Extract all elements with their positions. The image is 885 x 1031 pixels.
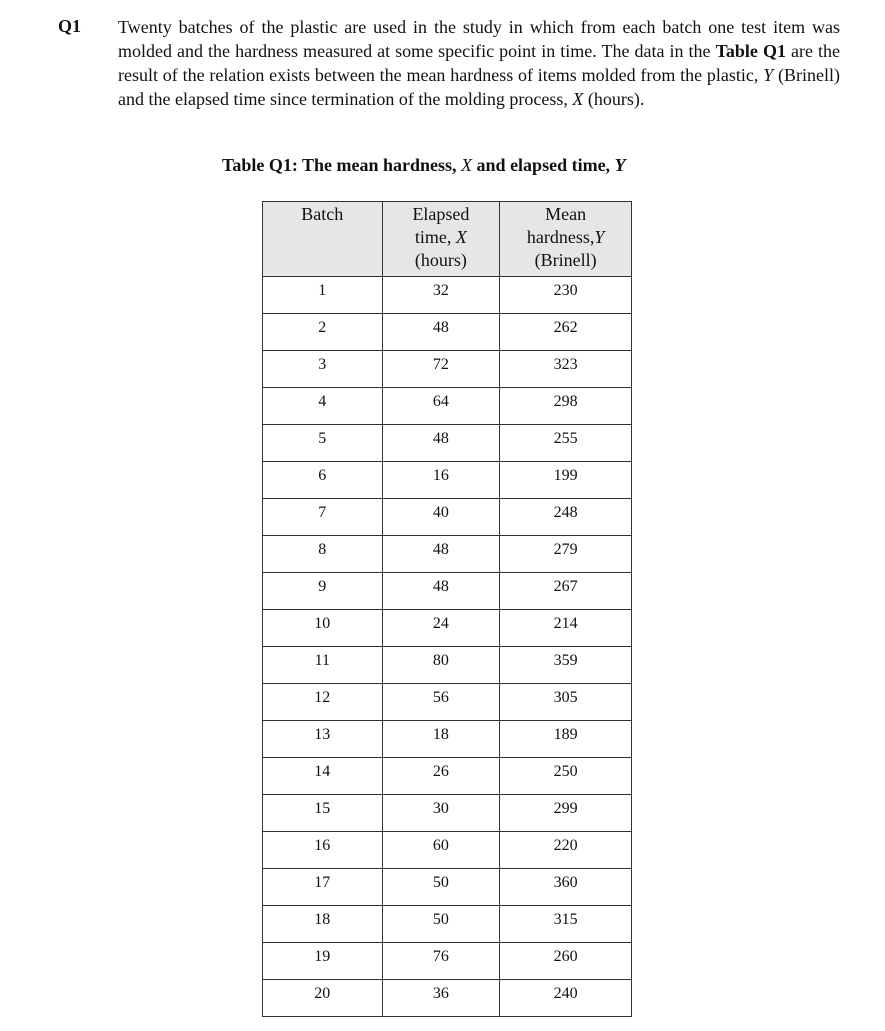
header-mean-hardness: Mean hardness,Y (Brinell) — [500, 202, 632, 277]
table-reference: Table Q1 — [715, 41, 786, 61]
cell-mean-hardness: 360 — [500, 869, 632, 906]
cell-batch: 16 — [263, 832, 383, 869]
cell-elapsed-time: 56 — [382, 684, 500, 721]
table-row — [263, 573, 632, 610]
cell-elapsed-time: 32 — [382, 277, 500, 314]
cell-elapsed-time: 50 — [382, 906, 500, 943]
table-row — [263, 388, 632, 425]
table-row — [263, 425, 632, 462]
table-row — [263, 721, 632, 758]
cell-mean-hardness: 299 — [500, 795, 632, 832]
question-text-part-1: Twenty batches of the plastic are used in the study in which from each batch one test item was molded and the hardness measured at some specific point in time. The data in the — [118, 17, 840, 61]
cell-batch: 6 — [263, 462, 383, 499]
table-row — [263, 536, 632, 573]
cell-mean-hardness: 298 — [500, 388, 632, 425]
cell-elapsed-time: 48 — [382, 425, 500, 462]
question-text — [118, 15, 840, 111]
table-body — [263, 277, 632, 1017]
cell-mean-hardness: 260 — [500, 943, 632, 980]
cell-mean-hardness: 240 — [500, 980, 632, 1017]
cell-mean-hardness: 305 — [500, 684, 632, 721]
cell-elapsed-time: 64 — [382, 388, 500, 425]
question-text-part-2: are the result of the relation exists between the mean hardness of items molded from the plastic, — [118, 41, 841, 85]
question-text-part-3: (Brinell) and the elapsed time since termination of the molding process, — [118, 65, 840, 109]
cell-batch: 5 — [263, 425, 383, 462]
cell-mean-hardness: 255 — [500, 425, 632, 462]
cell-batch: 4 — [263, 388, 383, 425]
cell-elapsed-time: 80 — [382, 647, 500, 684]
cell-batch: 9 — [263, 573, 383, 610]
table-row — [263, 869, 632, 906]
cell-elapsed-time: 36 — [382, 980, 500, 1017]
cell-batch: 3 — [263, 351, 383, 388]
data-table — [262, 201, 632, 1017]
cell-batch: 19 — [263, 943, 383, 980]
cell-mean-hardness: 315 — [500, 906, 632, 943]
cell-elapsed-time: 76 — [382, 943, 500, 980]
table-header-row — [263, 202, 632, 277]
cell-batch: 12 — [263, 684, 383, 721]
table-row — [263, 795, 632, 832]
cell-batch: 18 — [263, 906, 383, 943]
cell-mean-hardness: 214 — [500, 610, 632, 647]
cell-elapsed-time: 48 — [382, 536, 500, 573]
table-row — [263, 351, 632, 388]
cell-batch: 1 — [263, 277, 383, 314]
cell-elapsed-time: 16 — [382, 462, 500, 499]
cell-elapsed-time: 48 — [382, 573, 500, 610]
table-row — [263, 832, 632, 869]
cell-mean-hardness: 189 — [500, 721, 632, 758]
cell-batch: 10 — [263, 610, 383, 647]
caption-part-1: Table Q1: The mean hardness, — [222, 155, 462, 175]
table-row — [263, 943, 632, 980]
cell-elapsed-time: 60 — [382, 832, 500, 869]
cell-elapsed-time: 30 — [382, 795, 500, 832]
table-caption — [222, 155, 626, 176]
variable-y: Y — [763, 65, 774, 85]
table-row — [263, 462, 632, 499]
cell-batch: 2 — [263, 314, 383, 351]
cell-mean-hardness: 230 — [500, 277, 632, 314]
cell-batch: 13 — [263, 721, 383, 758]
cell-elapsed-time: 72 — [382, 351, 500, 388]
table-row — [263, 906, 632, 943]
cell-elapsed-time: 18 — [382, 721, 500, 758]
question-number: Q1 — [58, 16, 82, 36]
table-row — [263, 980, 632, 1017]
header-elapsed-time: Elapsed time, X (hours) — [382, 202, 500, 277]
caption-part-2: and elapsed time, — [472, 155, 615, 175]
cell-mean-hardness: 199 — [500, 462, 632, 499]
cell-mean-hardness: 248 — [500, 499, 632, 536]
table-row — [263, 610, 632, 647]
table-row — [263, 684, 632, 721]
cell-mean-hardness: 267 — [500, 573, 632, 610]
cell-mean-hardness: 323 — [500, 351, 632, 388]
table-row — [263, 314, 632, 351]
cell-elapsed-time: 40 — [382, 499, 500, 536]
cell-batch: 7 — [263, 499, 383, 536]
table-row — [263, 758, 632, 795]
cell-batch: 8 — [263, 536, 383, 573]
table-row — [263, 277, 632, 314]
cell-mean-hardness: 220 — [500, 832, 632, 869]
variable-x: X — [572, 89, 584, 109]
cell-mean-hardness: 262 — [500, 314, 632, 351]
question-text-part-4: (hours). — [583, 89, 645, 109]
table-row — [263, 647, 632, 684]
cell-mean-hardness: 250 — [500, 758, 632, 795]
caption-variable-x: X — [461, 155, 473, 175]
caption-variable-y: Y — [614, 155, 626, 175]
cell-batch: 14 — [263, 758, 383, 795]
cell-elapsed-time: 24 — [382, 610, 500, 647]
cell-elapsed-time: 48 — [382, 314, 500, 351]
cell-batch: 15 — [263, 795, 383, 832]
cell-batch: 11 — [263, 647, 383, 684]
cell-elapsed-time: 26 — [382, 758, 500, 795]
cell-batch: 17 — [263, 869, 383, 906]
cell-elapsed-time: 50 — [382, 869, 500, 906]
header-batch: Batch — [263, 202, 383, 277]
cell-mean-hardness: 279 — [500, 536, 632, 573]
cell-mean-hardness: 359 — [500, 647, 632, 684]
table-row — [263, 499, 632, 536]
cell-batch: 20 — [263, 980, 383, 1017]
